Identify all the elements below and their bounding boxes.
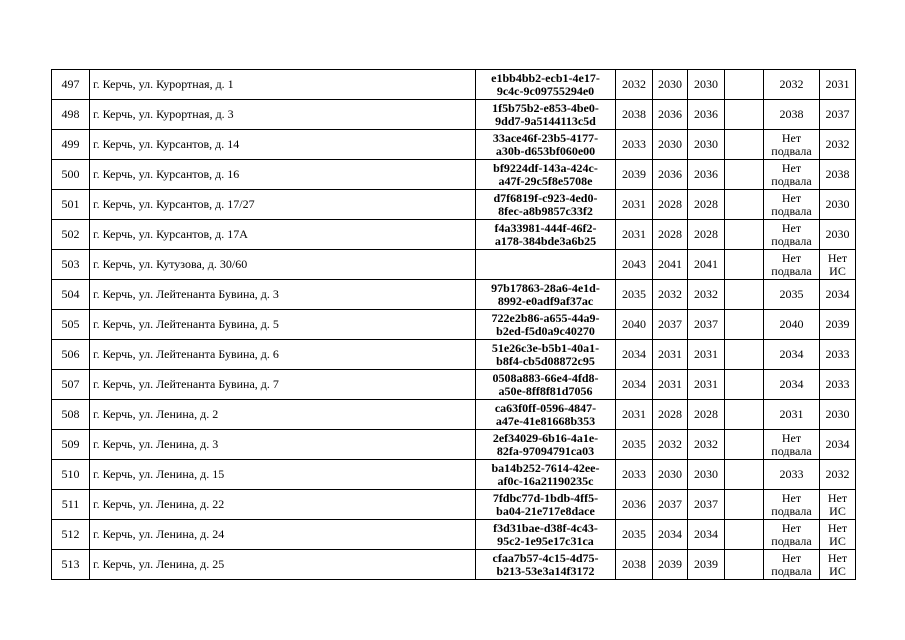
year-cell-y2: 2030 [653, 70, 688, 100]
basement-cell: 2031 [764, 400, 820, 430]
system-cell: Нет ИС [820, 550, 856, 580]
year-cell-y1: 2032 [616, 70, 653, 100]
row-number: 508 [52, 400, 90, 430]
year-cell-y1: 2033 [616, 130, 653, 160]
system-cell: 2033 [820, 340, 856, 370]
year-cell-y3: 2028 [688, 190, 725, 220]
basement-cell: Нет подвала [764, 490, 820, 520]
system-cell: 2039 [820, 310, 856, 340]
table-body [52, 70, 856, 580]
year-cell-y2: 2041 [653, 250, 688, 280]
system-cell: 2033 [820, 370, 856, 400]
fias-code-line-1: 0508a883-66e4-4fd8- [492, 370, 599, 385]
year-cell-y2: 2037 [653, 490, 688, 520]
year-cell-y3: 2037 [688, 310, 725, 340]
row-number: 513 [52, 550, 90, 580]
address-cell: г. Керчь, ул. Лейтенанта Бувина, д. 7 [90, 370, 476, 400]
row-number: 502 [52, 220, 90, 250]
address-cell: г. Керчь, ул. Ленина, д. 24 [90, 520, 476, 550]
basement-cell: Нет подвала [764, 250, 820, 280]
year-cell-y4 [725, 190, 764, 220]
fias-code-cell [476, 280, 616, 310]
year-cell-y1: 2036 [616, 490, 653, 520]
fias-code-cell [476, 250, 616, 280]
fias-code-line-2: b2ed-f5d0a9c40270 [496, 323, 595, 338]
address-cell: г. Керчь, ул. Курсантов, д. 16 [90, 160, 476, 190]
year-cell-y3: 2032 [688, 280, 725, 310]
year-cell-y3: 2030 [688, 460, 725, 490]
year-cell-y2: 2030 [653, 460, 688, 490]
basement-cell: 2034 [764, 370, 820, 400]
basement-cell: Нет подвала [764, 190, 820, 220]
basement-cell: 2040 [764, 310, 820, 340]
fias-code-line-1: ba14b252-7614-42ee- [491, 460, 600, 475]
year-cell-y4 [725, 70, 764, 100]
fias-code-line-2: 82fa-97094791ca03 [496, 443, 595, 458]
row-number: 499 [52, 130, 90, 160]
year-cell-y4 [725, 100, 764, 130]
fias-code-line-2: 8fec-a8b9857c33f2 [498, 203, 593, 218]
address-cell: г. Керчь, ул. Ленина, д. 15 [90, 460, 476, 490]
fias-code-line-1: 722e2b86-a655-44a9- [491, 310, 600, 325]
address-cell: г. Керчь, ул. Лейтенанта Бувина, д. 3 [90, 280, 476, 310]
fias-code-cell [476, 490, 616, 520]
year-cell-y4 [725, 370, 764, 400]
fias-code-cell [476, 70, 616, 100]
basement-cell: Нет подвала [764, 130, 820, 160]
fias-code-line-1: 1f5b75b2-e853-4be0- [492, 100, 599, 115]
address-cell: г. Керчь, ул. Ленина, д. 25 [90, 550, 476, 580]
year-cell-y2: 2034 [653, 520, 688, 550]
fias-code-cell [476, 100, 616, 130]
row-number: 505 [52, 310, 90, 340]
table-row [52, 100, 856, 130]
year-cell-y2: 2032 [653, 430, 688, 460]
address-cell: г. Керчь, ул. Лейтенанта Бувина, д. 6 [90, 340, 476, 370]
address-cell: г. Керчь, ул. Курсантов, д. 17/27 [90, 190, 476, 220]
fias-code-cell [476, 190, 616, 220]
system-cell: 2034 [820, 430, 856, 460]
year-cell-y1: 2034 [616, 370, 653, 400]
year-cell-y1: 2039 [616, 160, 653, 190]
year-cell-y1: 2033 [616, 460, 653, 490]
year-cell-y4 [725, 400, 764, 430]
system-cell: 2031 [820, 70, 856, 100]
year-cell-y1: 2034 [616, 340, 653, 370]
row-number: 497 [52, 70, 90, 100]
table-row [52, 310, 856, 340]
fias-code-line-2: a178-384bde3a6b25 [494, 233, 597, 248]
fias-code-cell [476, 310, 616, 340]
address-cell: г. Керчь, ул. Лейтенанта Бувина, д. 5 [90, 310, 476, 340]
fias-code-line-1: 51e26c3e-b5b1-40a1- [491, 340, 600, 355]
year-cell-y1: 2035 [616, 430, 653, 460]
system-cell: 2030 [820, 190, 856, 220]
fias-code-line-1: bf9224df-143a-424c- [493, 160, 598, 175]
fias-code-cell [476, 340, 616, 370]
basement-cell: 2035 [764, 280, 820, 310]
year-cell-y4 [725, 340, 764, 370]
system-cell: 2034 [820, 280, 856, 310]
system-cell: 2037 [820, 100, 856, 130]
year-cell-y1: 2038 [616, 550, 653, 580]
basement-cell: Нет подвала [764, 520, 820, 550]
row-number: 510 [52, 460, 90, 490]
year-cell-y4 [725, 520, 764, 550]
system-cell: Нет ИС [820, 490, 856, 520]
year-cell-y3: 2036 [688, 100, 725, 130]
fias-code-line-1: d7f6819f-c923-4ed0- [493, 190, 598, 205]
year-cell-y1: 2035 [616, 280, 653, 310]
table-row [52, 430, 856, 460]
fias-code-line-1: e1bb4bb2-ecb1-4e17- [491, 70, 600, 85]
year-cell-y2: 2036 [653, 160, 688, 190]
fias-code-line-1: 2ef34029-6b16-4a1e- [492, 430, 599, 445]
fias-code-line-2: a50e-8ff8f81d7056 [498, 383, 593, 398]
year-cell-y1: 2035 [616, 520, 653, 550]
fias-code-line-2: a47e-41e81668b353 [495, 413, 596, 428]
system-cell: Нет ИС [820, 520, 856, 550]
row-number: 500 [52, 160, 90, 190]
table-row [52, 130, 856, 160]
housing-table [51, 69, 856, 580]
row-number: 506 [52, 340, 90, 370]
year-cell-y3: 2034 [688, 520, 725, 550]
table-row [52, 70, 856, 100]
year-cell-y1: 2038 [616, 100, 653, 130]
table-row [52, 190, 856, 220]
row-number: 512 [52, 520, 90, 550]
table-row [52, 220, 856, 250]
year-cell-y1: 2031 [616, 400, 653, 430]
year-cell-y3: 2041 [688, 250, 725, 280]
address-cell: г. Керчь, ул. Ленина, д. 3 [90, 430, 476, 460]
address-cell: г. Керчь, ул. Курсантов, д. 17А [90, 220, 476, 250]
year-cell-y3: 2036 [688, 160, 725, 190]
fias-code-line-2: a47f-29c5f8e5708e [498, 173, 593, 188]
year-cell-y4 [725, 490, 764, 520]
address-cell: г. Керчь, ул. Кутузова, д. 30/60 [90, 250, 476, 280]
year-cell-y3: 2028 [688, 400, 725, 430]
year-cell-y3: 2028 [688, 220, 725, 250]
table-row [52, 250, 856, 280]
year-cell-y2: 2037 [653, 310, 688, 340]
year-cell-y3: 2030 [688, 70, 725, 100]
year-cell-y3: 2037 [688, 490, 725, 520]
year-cell-y2: 2036 [653, 100, 688, 130]
row-number: 511 [52, 490, 90, 520]
fias-code-line-1: f4a33981-444f-46f2- [494, 220, 597, 235]
row-number: 503 [52, 250, 90, 280]
system-cell: Нет ИС [820, 250, 856, 280]
year-cell-y4 [725, 460, 764, 490]
address-cell: г. Керчь, ул. Курортная, д. 1 [90, 70, 476, 100]
fias-code-cell [476, 400, 616, 430]
fias-code-cell [476, 130, 616, 160]
year-cell-y2: 2039 [653, 550, 688, 580]
basement-cell: Нет подвала [764, 220, 820, 250]
address-cell: г. Керчь, ул. Ленина, д. 2 [90, 400, 476, 430]
year-cell-y3: 2039 [688, 550, 725, 580]
year-cell-y4 [725, 430, 764, 460]
basement-cell: 2033 [764, 460, 820, 490]
system-cell: 2032 [820, 460, 856, 490]
fias-code-line-2: 9c4c-9c09755294e0 [496, 83, 595, 98]
year-cell-y4 [725, 220, 764, 250]
year-cell-y3: 2031 [688, 370, 725, 400]
table-row [52, 370, 856, 400]
table-row [52, 460, 856, 490]
basement-cell: Нет подвала [764, 160, 820, 190]
fias-code-line-2: ba04-21e717e8dace [496, 503, 595, 518]
year-cell-y3: 2032 [688, 430, 725, 460]
fias-code-cell [476, 160, 616, 190]
fias-code-cell [476, 370, 616, 400]
system-cell: 2038 [820, 160, 856, 190]
year-cell-y2: 2031 [653, 340, 688, 370]
year-cell-y4 [725, 310, 764, 340]
table-row [52, 550, 856, 580]
fias-code-line-1: f3d31bae-d38f-4c43- [493, 520, 598, 535]
address-cell: г. Керчь, ул. Курортная, д. 3 [90, 100, 476, 130]
fias-code-line-2: 9dd7-9a5144113c5d [495, 113, 596, 128]
row-number: 501 [52, 190, 90, 220]
address-cell: г. Керчь, ул. Курсантов, д. 14 [90, 130, 476, 160]
year-cell-y1: 2031 [616, 190, 653, 220]
fias-code-line-1: cfaa7b57-4c15-4d75- [492, 550, 599, 565]
year-cell-y4 [725, 280, 764, 310]
fias-code-line-2: a30b-d653bf060e00 [495, 143, 596, 158]
fias-code-line-1: ca63f0ff-0596-4847- [494, 400, 597, 415]
year-cell-y2: 2028 [653, 400, 688, 430]
table-row [52, 160, 856, 190]
year-cell-y2: 2030 [653, 130, 688, 160]
year-cell-y4 [725, 250, 764, 280]
row-number: 498 [52, 100, 90, 130]
year-cell-y2: 2028 [653, 220, 688, 250]
fias-code-cell [476, 550, 616, 580]
basement-cell: 2034 [764, 340, 820, 370]
year-cell-y2: 2028 [653, 190, 688, 220]
table-row [52, 520, 856, 550]
fias-code-line-2: b8f4-cb5d08872c95 [496, 353, 595, 368]
fias-code-cell [476, 430, 616, 460]
year-cell-y3: 2030 [688, 130, 725, 160]
system-cell: 2030 [820, 220, 856, 250]
year-cell-y4 [725, 160, 764, 190]
year-cell-y2: 2031 [653, 370, 688, 400]
fias-code-line-1: 97b17863-28a6-4e1d- [491, 280, 600, 295]
fias-code-line-1: 33ace46f-23b5-4177- [492, 130, 599, 145]
system-cell: 2030 [820, 400, 856, 430]
basement-cell: Нет подвала [764, 550, 820, 580]
year-cell-y4 [725, 130, 764, 160]
row-number: 509 [52, 430, 90, 460]
fias-code-cell [476, 520, 616, 550]
basement-cell: 2032 [764, 70, 820, 100]
year-cell-y3: 2031 [688, 340, 725, 370]
fias-code-line-2: 8992-e0adf9af37ac [497, 293, 594, 308]
fias-code-line-2: b213-53e3a14f3172 [496, 563, 595, 578]
year-cell-y4 [725, 550, 764, 580]
year-cell-y1: 2040 [616, 310, 653, 340]
system-cell: 2032 [820, 130, 856, 160]
row-number: 507 [52, 370, 90, 400]
basement-cell: 2038 [764, 100, 820, 130]
fias-code-line-2: 95c2-1e95e17c31ca [497, 533, 594, 548]
fias-code-cell [476, 220, 616, 250]
table-row [52, 400, 856, 430]
row-number: 504 [52, 280, 90, 310]
year-cell-y1: 2043 [616, 250, 653, 280]
address-cell: г. Керчь, ул. Ленина, д. 22 [90, 490, 476, 520]
year-cell-y2: 2032 [653, 280, 688, 310]
table-row [52, 490, 856, 520]
table-row [52, 280, 856, 310]
fias-code-line-2: af0c-16a21190235c [497, 473, 594, 488]
basement-cell: Нет подвала [764, 430, 820, 460]
table-row [52, 340, 856, 370]
fias-code-cell [476, 460, 616, 490]
fias-code-line-1: 7fdbc77d-1bdb-4ff5- [492, 490, 599, 505]
year-cell-y1: 2031 [616, 220, 653, 250]
